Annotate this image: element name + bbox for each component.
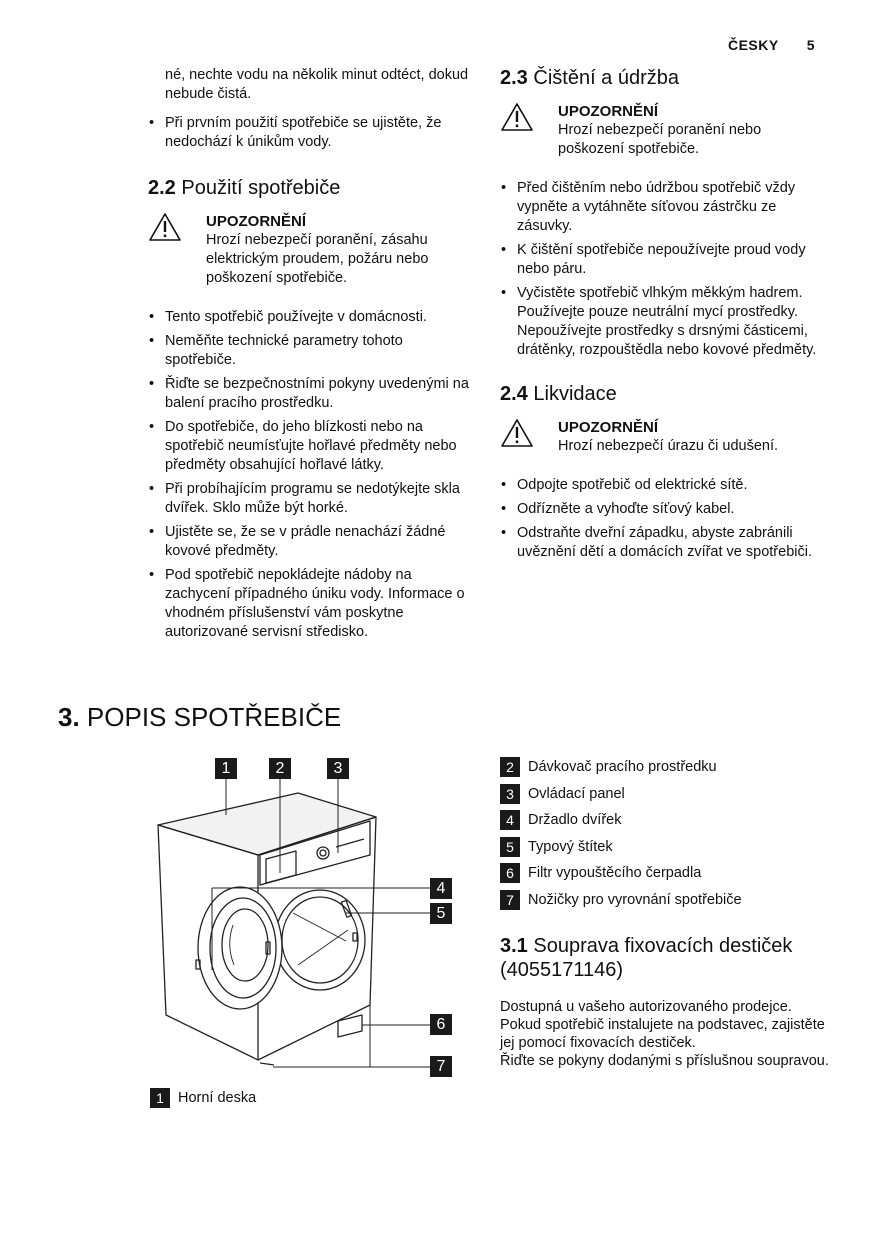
legend-number: 4 xyxy=(500,810,520,830)
legend-number: 5 xyxy=(500,837,520,857)
warning-title: UPOZORNĚNÍ xyxy=(206,213,307,230)
callout-5: 5 xyxy=(430,903,452,924)
legend-label: Typový štítek xyxy=(528,838,613,855)
section-2-4-heading: 2.4 Likvidace xyxy=(500,383,617,405)
section-2-2-heading: 2.2 Použití spotřebiče xyxy=(148,177,341,199)
legend-label: Ovládací panel xyxy=(528,785,625,802)
list-item: • Pod spotřebič nepokládejte nádoby na zachycení případného úniku vody. Informace o vhodném příslušenství vám poskytne autorizované servisní středisko. xyxy=(148,566,474,642)
section-3-1-heading: 3.1 Souprava fixovacích destiček (4055171146) xyxy=(500,935,793,981)
legend-item xyxy=(500,860,742,887)
parts-legend xyxy=(500,754,742,913)
page-header xyxy=(728,37,815,53)
callout-6: 6 xyxy=(430,1014,452,1035)
list-item: • K čištění spotřebiče nepoužívejte proud vody nebo páru. xyxy=(500,241,825,279)
warning-title: UPOZORNĚNÍ xyxy=(558,103,659,120)
figure-caption xyxy=(150,1088,256,1108)
section-2-4-list xyxy=(500,476,825,562)
caption-number: 1 xyxy=(150,1088,170,1108)
legend-number: 3 xyxy=(500,784,520,804)
washing-machine-illustration xyxy=(148,755,458,1085)
warning-triangle-icon xyxy=(148,212,182,242)
callout-1: 1 xyxy=(215,758,237,779)
header-language: ČESKY xyxy=(727,37,779,53)
warning-text: Hrozí nebezpečí poranění, zásahu elektrickým proudem, požáru nebo poškození spotřebiče. xyxy=(206,232,429,286)
callout-7: 7 xyxy=(430,1056,452,1077)
warning-title: UPOZORNĚNÍ xyxy=(558,419,659,436)
legend-number: 2 xyxy=(500,757,520,777)
list-item: • Odpojte spotřebič od elektrické sítě. xyxy=(500,476,825,495)
washing-machine-figure xyxy=(148,755,458,1085)
section-3-1-paragraph: Řiďte se pokyny dodanými s příslušnou soupravou. xyxy=(500,1053,829,1069)
legend-label: Nožičky pro vyrovnání spotřebiče xyxy=(528,891,742,908)
list-item: • Ujistěte se, že se v prádle nenachází žádné kovové předměty. xyxy=(148,523,474,561)
callout-4: 4 xyxy=(430,878,452,899)
legend-item xyxy=(500,834,742,861)
list-item: • Do spotřebiče, do jeho blízkosti nebo na spotřebič neumísťujte hořlavé předměty nebo předměty obsahující hořlavé látky. xyxy=(148,418,474,475)
callout-2: 2 xyxy=(269,758,291,779)
list-item: • Tento spotřebič používejte v domácnosti. xyxy=(148,308,474,327)
legend-label: Držadlo dvířek xyxy=(528,812,622,829)
warning-box-2-2 xyxy=(148,212,474,288)
intro-list xyxy=(148,114,474,152)
list-item: • Při probíhajícím programu se nedotýkejte skla dvířek. Sklo může být horké. xyxy=(148,480,474,518)
page-number: 5 xyxy=(806,37,815,53)
warning-box-2-3 xyxy=(500,102,825,159)
list-item: • Při prvním použití spotřebiče se ujistěte, že nedochází k únikům vody. xyxy=(148,114,474,152)
right-column xyxy=(500,66,825,567)
section-2-3-list xyxy=(500,179,825,360)
legend-item xyxy=(500,807,742,834)
section-2-3-heading: 2.3 Čištění a údržba xyxy=(500,67,680,89)
legend-label: Filtr vypouštěcího čerpadla xyxy=(528,865,702,882)
list-item: • Neměňte technické parametry tohoto spotřebiče. xyxy=(148,332,474,370)
warning-triangle-icon xyxy=(500,102,534,132)
legend-item xyxy=(500,754,742,781)
list-item: • Odstraňte dveřní západku, abyste zabránili uvěznění dětí a domácích zvířat ve spotřebiči. xyxy=(500,524,825,562)
legend-label: Dávkovač pracího prostředku xyxy=(528,759,717,776)
legend-number: 7 xyxy=(500,890,520,910)
warning-box-2-4 xyxy=(500,418,825,456)
caption-label: Horní deska xyxy=(178,1090,257,1106)
section-3-1-paragraph: Dostupná u vašeho autorizovaného prodejce. Pokud spotřebič instalujete na podstavec, zajistěte jej pomocí fixovacích destiček. xyxy=(500,999,825,1051)
section-3-1 xyxy=(500,934,830,1070)
warning-text: Hrozí nebezpečí poranění nebo poškození spotřebiče. xyxy=(558,122,762,157)
list-item: • Před čištěním nebo údržbou spotřebič vždy vypněte a vytáhněte síťovou zástrčku ze zásuvky. xyxy=(500,179,825,236)
list-item: • Vyčistěte spotřebič vlhkým měkkým hadrem. Používejte pouze neutrální mycí prostředky. Nepoužívejte prostředky s drsnými částicemi, drátěnky, rozpouštědla nebo kovové předměty. xyxy=(500,284,825,360)
list-item: • Řiďte se bezpečnostními pokyny uvedenými na balení pracího prostředku. xyxy=(148,375,474,413)
legend-item xyxy=(500,781,742,808)
section-3-heading: 3. POPIS SPOTŘEBIČE xyxy=(58,702,342,732)
callout-3: 3 xyxy=(327,758,349,779)
warning-text: Hrozí nebezpečí úrazu či udušení. xyxy=(558,438,779,454)
left-column xyxy=(148,66,474,647)
warning-triangle-icon xyxy=(500,418,534,448)
section-2-2-list xyxy=(148,308,474,642)
intro-continuation: né, nechte vodu na několik minut odtéct, dokud nebude čistá. xyxy=(165,67,469,102)
legend-item xyxy=(500,887,742,914)
list-item: • Odřízněte a vyhoďte síťový kabel. xyxy=(500,500,825,519)
legend-number: 6 xyxy=(500,863,520,883)
